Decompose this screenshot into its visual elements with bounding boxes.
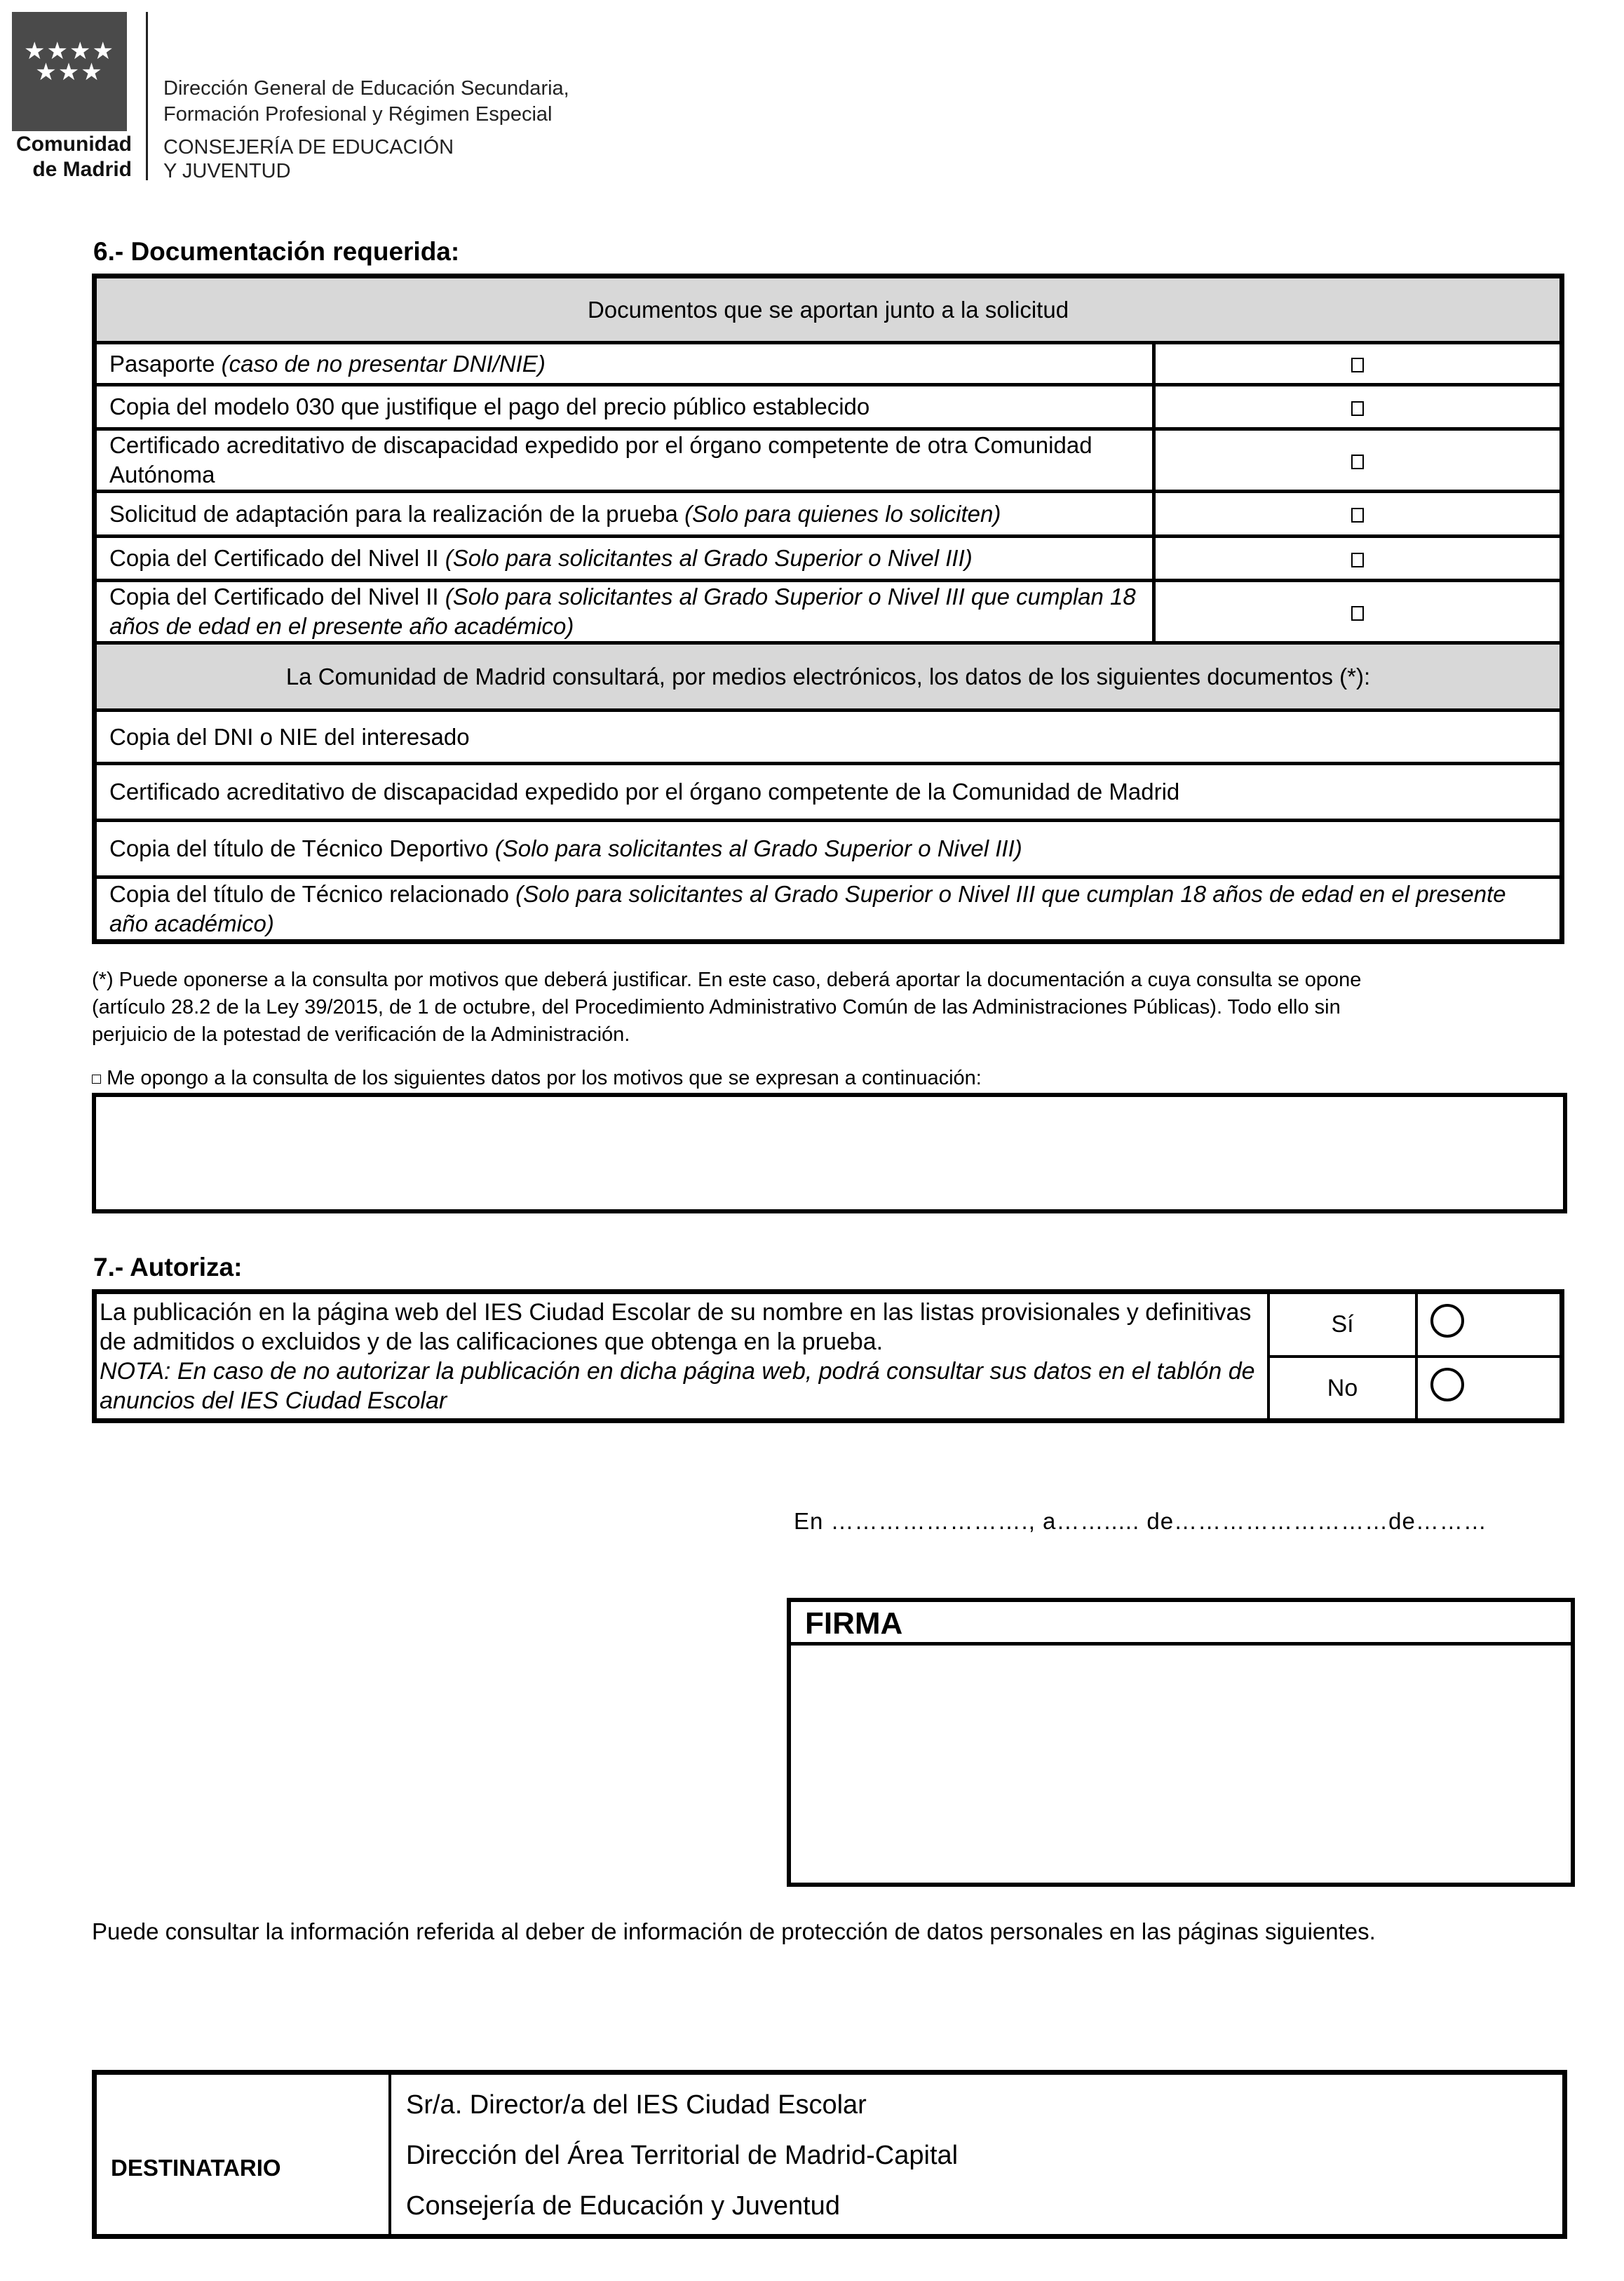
radio-yes[interactable]	[1430, 1304, 1464, 1338]
authorize-table	[92, 1289, 1564, 1423]
doc-label: Copia del Certificado del Nivel II (Solo para solicitantes al Grado Superior o Nivel III que cumplan 18 años de edad en el presente año académico)	[95, 581, 1154, 643]
checkbox-adaptacion[interactable]	[1351, 508, 1364, 523]
date-place-line[interactable]: En ……………………., a……..... de………………………de………	[794, 1508, 1487, 1534]
doc-label: Copia del Certificado del Nivel II (Solo para solicitantes al Grado Superior o Nivel III)	[95, 537, 1154, 581]
table-row	[95, 343, 1562, 385]
radio-no[interactable]	[1430, 1368, 1464, 1401]
signature-label: FIRMA	[805, 1606, 903, 1641]
consulted-doc: Certificado acreditativo de discapacidad expedido por el órgano competente de la Comunidad de Madrid	[95, 764, 1562, 821]
consulted-docs-header: La Comunidad de Madrid consultará, por medios electrónicos, los datos de los siguientes documentos (*):	[95, 643, 1562, 711]
dept-line-2: Y JUVENTUD	[163, 160, 291, 182]
consulted-doc: Copia del título de Técnico relacionado (Solo para solicitantes al Grado Superior o Nivel III que cumplan 18 años de edad en el presente año académico)	[95, 877, 1562, 942]
yes-label: Sí	[1268, 1292, 1416, 1357]
stars-row-1: ★★★★	[24, 38, 115, 65]
table-row	[95, 764, 1562, 821]
recipient-label: DESTINATARIO	[95, 2073, 391, 2237]
signature-header	[791, 1602, 1571, 1646]
checkbox-nivel-ii[interactable]	[1351, 553, 1364, 567]
org-line-2: Formación Profesional y Régimen Especial	[163, 103, 553, 126]
recipient-lines	[390, 2073, 1565, 2237]
recipient-line-2: Dirección del Área Territorial de Madrid-Capital	[406, 2141, 959, 2170]
table-row	[95, 877, 1562, 942]
checkbox-modelo-030[interactable]	[1351, 401, 1364, 416]
section-6-title: 6.- Documentación requerida:	[93, 237, 460, 266]
provided-docs-header: Documentos que se aportan junto a la solicitud	[95, 276, 1562, 343]
section-7-title: 7.- Autoriza:	[93, 1253, 243, 1281]
stars-icon	[12, 38, 127, 86]
table-row	[95, 711, 1562, 764]
recipient-line-3: Consejería de Educación y Juventud	[406, 2191, 840, 2221]
checkbox-pasaporte[interactable]	[1351, 358, 1364, 372]
doc-label: Copia del modelo 030 que justifique el pago del precio público establecido	[95, 385, 1154, 429]
doc-label: Certificado acreditativo de discapacidad expedido por el órgano competente de otra Comunidad Autónoma	[95, 429, 1154, 492]
documents-table	[92, 274, 1564, 944]
authorize-text-cell: La publicación en la página web del IES Ciudad Escolar de su nombre en las listas provisionales y definitivas de admitidos o excluidos y de las calificaciones que obtenga en la prueba. NOTA: En caso de no autorizar la publicación en dicha página web, podrá consultar sus datos en el tablón de anuncios del IES Ciudad Escolar	[95, 1292, 1269, 1421]
opposition-reason-field[interactable]	[92, 1093, 1567, 1213]
stars-row-2: ★★★	[35, 59, 104, 86]
brand-line-1: Comunidad	[16, 133, 132, 156]
no-label: No	[1268, 1357, 1416, 1421]
table-row	[95, 492, 1562, 537]
opposition-row	[92, 1065, 1571, 1092]
org-line-1: Dirección General de Educación Secundaria,	[163, 77, 569, 100]
table-row	[95, 581, 1562, 643]
opposition-label: Me opongo a la consulta de los siguientes datos por los motivos que se expresan a continuación:	[107, 1067, 982, 1089]
footnote: (*) Puede oponerse a la consulta por motivos que deberá justificar. En este caso, deberá aportar la documentación a cuya consulta se opone (artículo 28.2 de la Ley 39/2015, de 1 de octubre, del Procedimiento Administrativo Común de las Administraciones Públicas). Todo ello sin perjuicio de la potestad de verificación de la Administración.	[92, 969, 1362, 1046]
table-row	[95, 429, 1562, 492]
brand-line-2: de Madrid	[32, 158, 132, 181]
doc-label: Solicitud de adaptación para la realización de la prueba (Solo para quienes lo soliciten)	[95, 492, 1154, 537]
header-divider	[146, 12, 148, 180]
recipient-table	[92, 2070, 1567, 2239]
table-row	[95, 821, 1562, 877]
data-protection-info: Puede consultar la información referida al deber de información de protección de datos personales en las páginas siguientes.	[92, 1918, 1376, 1944]
checkbox-nivel-ii-18[interactable]	[1351, 606, 1364, 621]
dept-line-1: CONSEJERÍA DE EDUCACIÓN	[163, 136, 454, 159]
checkbox-opposition[interactable]	[92, 1075, 101, 1084]
recipient-line-1: Sr/a. Director/a del IES Ciudad Escolar	[406, 2090, 867, 2120]
table-row	[95, 385, 1562, 429]
doc-label: Pasaporte (caso de no presentar DNI/NIE)	[95, 343, 1154, 385]
signature-box[interactable]	[787, 1598, 1575, 1887]
consulted-doc: Copia del DNI o NIE del interesado	[95, 711, 1562, 764]
checkbox-discapacidad-otra-ca[interactable]	[1351, 455, 1364, 469]
table-row	[95, 537, 1562, 581]
consulted-doc: Copia del título de Técnico Deportivo (Solo para solicitantes al Grado Superior o Nivel III)	[95, 821, 1562, 877]
